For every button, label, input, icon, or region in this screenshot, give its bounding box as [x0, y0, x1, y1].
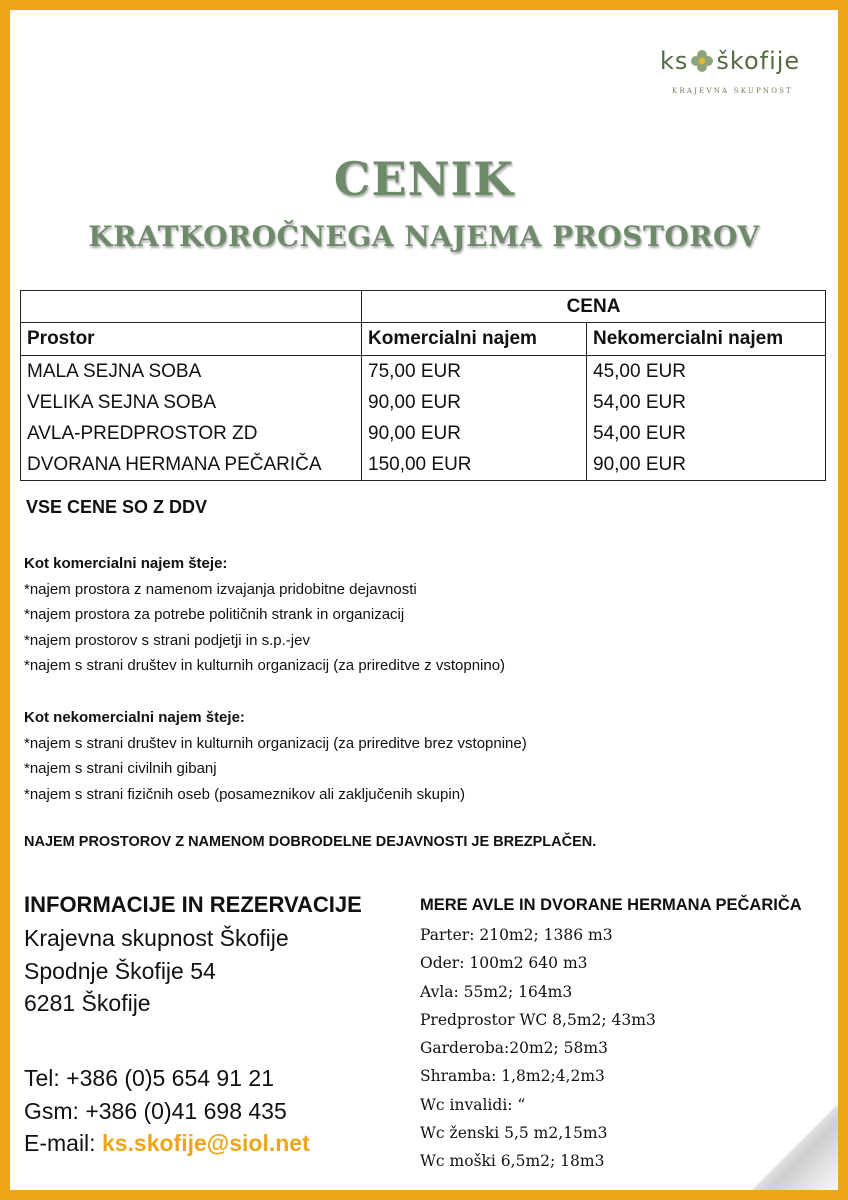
header-prostor: Prostor [21, 323, 362, 356]
phone-tel: Tel: +386 (0)5 654 91 21 [24, 1065, 274, 1091]
list-item: *najem s strani društev in kulturnih organizacij (za prireditve brez vstopnine) [24, 734, 527, 752]
logo-right-text: škofije [716, 47, 801, 75]
logo-subtitle: KRAJEVNA SKUPNOST [672, 87, 794, 95]
table-cell-nekomercialni: 45,00 EUR [587, 356, 826, 388]
list-item: Oder: 100m2 640 m3 [420, 954, 588, 973]
table-cell-prostor: AVLA-PREDPROSTOR ZD [21, 418, 362, 449]
noncommercial-heading: Kot nekomercialni najem šteje: [24, 709, 245, 726]
list-item: *najem s strani civilnih gibanj [24, 760, 217, 777]
commercial-section [24, 551, 505, 679]
list-item: *najem prostora z namenom izvajanja pridobitne dejavnosti [24, 580, 417, 598]
address-line: Spodnje Škofije 54 [24, 957, 216, 984]
header-nekomercialni: Nekomercialni najem [587, 323, 826, 356]
logo-wordmark [660, 47, 800, 75]
email-line [24, 1127, 310, 1160]
list-item: *najem s strani društev in kulturnih organizacij (za prireditve z vstopnino) [24, 657, 506, 674]
table-cell-nekomercialni: 90,00 EUR [587, 449, 826, 481]
list-item: *najem prostora za potrebe političnih strank in organizacij [24, 606, 405, 623]
commercial-heading: Kot komercialni najem šteje: [24, 555, 228, 572]
table-row [21, 356, 826, 388]
address-line: Krajevna skupnost Škofije [24, 925, 289, 951]
list-item: *najem s strani fizičnih oseb (posameznikov ali zaključenih skupin) [24, 785, 466, 803]
table-cell-nekomercialni: 54,00 EUR [587, 387, 826, 418]
email-label: E-mail: [24, 1130, 102, 1156]
phone-gsm: Gsm: +386 (0)41 698 435 [24, 1097, 287, 1124]
table-cell-prostor: MALA SEJNA SOBA [21, 356, 362, 388]
logo-left-text: ks [660, 47, 689, 75]
info-title: INFORMACIJE IN REZERVACIJE [24, 892, 362, 917]
page-subtitle: KRATKOROČNEGA NAJEMA PROSTOROV [88, 220, 760, 253]
address [24, 922, 362, 1020]
table-row [21, 418, 826, 449]
table-header-row [21, 323, 826, 356]
list-item: Shramba: 1,8m2;4,2m3 [420, 1067, 605, 1086]
measures-block [420, 896, 802, 1176]
vat-note: VSE CENE SO Z DDV [26, 497, 208, 517]
measures-list [420, 921, 802, 1176]
list-item: Parter: 210m2; 1386 m3 [420, 926, 613, 944]
list-item: *najem prostorov s strani podjetji in s.p.-jev [24, 631, 310, 649]
flower-icon [691, 50, 713, 72]
table-cell-komercialni: 150,00 EUR [362, 449, 587, 481]
email-link[interactable]: ks.skofije@siol.net [101, 1130, 310, 1156]
table-cell-komercialni: 75,00 EUR [362, 356, 587, 388]
table-row [21, 449, 826, 481]
table-cell-prostor: DVORANA HERMANA PEČARIČA [21, 449, 362, 481]
table-cell-prostor: VELIKA SEJNA SOBA [21, 387, 362, 418]
address-line: 6281 Škofije [24, 990, 151, 1016]
list-item: Predprostor WC 8,5m2; 43m3 [420, 1010, 656, 1029]
measures-title: MERE AVLE IN DVORANE HERMANA PEČARIČA [420, 896, 802, 914]
free-note: NAJEM PROSTOROV Z NAMENOM DOBRODELNE DEJAVNOSTI JE BREZPLAČEN. [24, 834, 597, 850]
table-cell-nekomercialni: 54,00 EUR [587, 418, 826, 449]
price-table [20, 290, 826, 481]
table-cell-komercialni: 90,00 EUR [362, 418, 587, 449]
table-group-header-row [21, 291, 826, 323]
list-item: Garderoba:20m2; 58m3 [420, 1039, 608, 1058]
info-block [24, 892, 362, 1020]
cena-header: CENA [362, 291, 826, 323]
page-title: CENIK [333, 152, 515, 206]
header-komercialni: Komercialni najem [362, 323, 587, 356]
noncommercial-section [24, 705, 527, 807]
ks-skofije-logo [660, 45, 832, 105]
table-cell-komercialni: 90,00 EUR [362, 387, 587, 418]
table-cell-empty [21, 291, 362, 323]
list-item: Wc invalidi: “ [420, 1095, 526, 1114]
list-item: Wc moški 6,5m2; 18m3 [420, 1152, 605, 1171]
list-item: Wc ženski 5,5 m2,15m3 [420, 1124, 608, 1143]
table-row [21, 387, 826, 418]
list-item: Avla: 55m2; 164m3 [420, 982, 573, 1001]
contacts [24, 1062, 310, 1160]
